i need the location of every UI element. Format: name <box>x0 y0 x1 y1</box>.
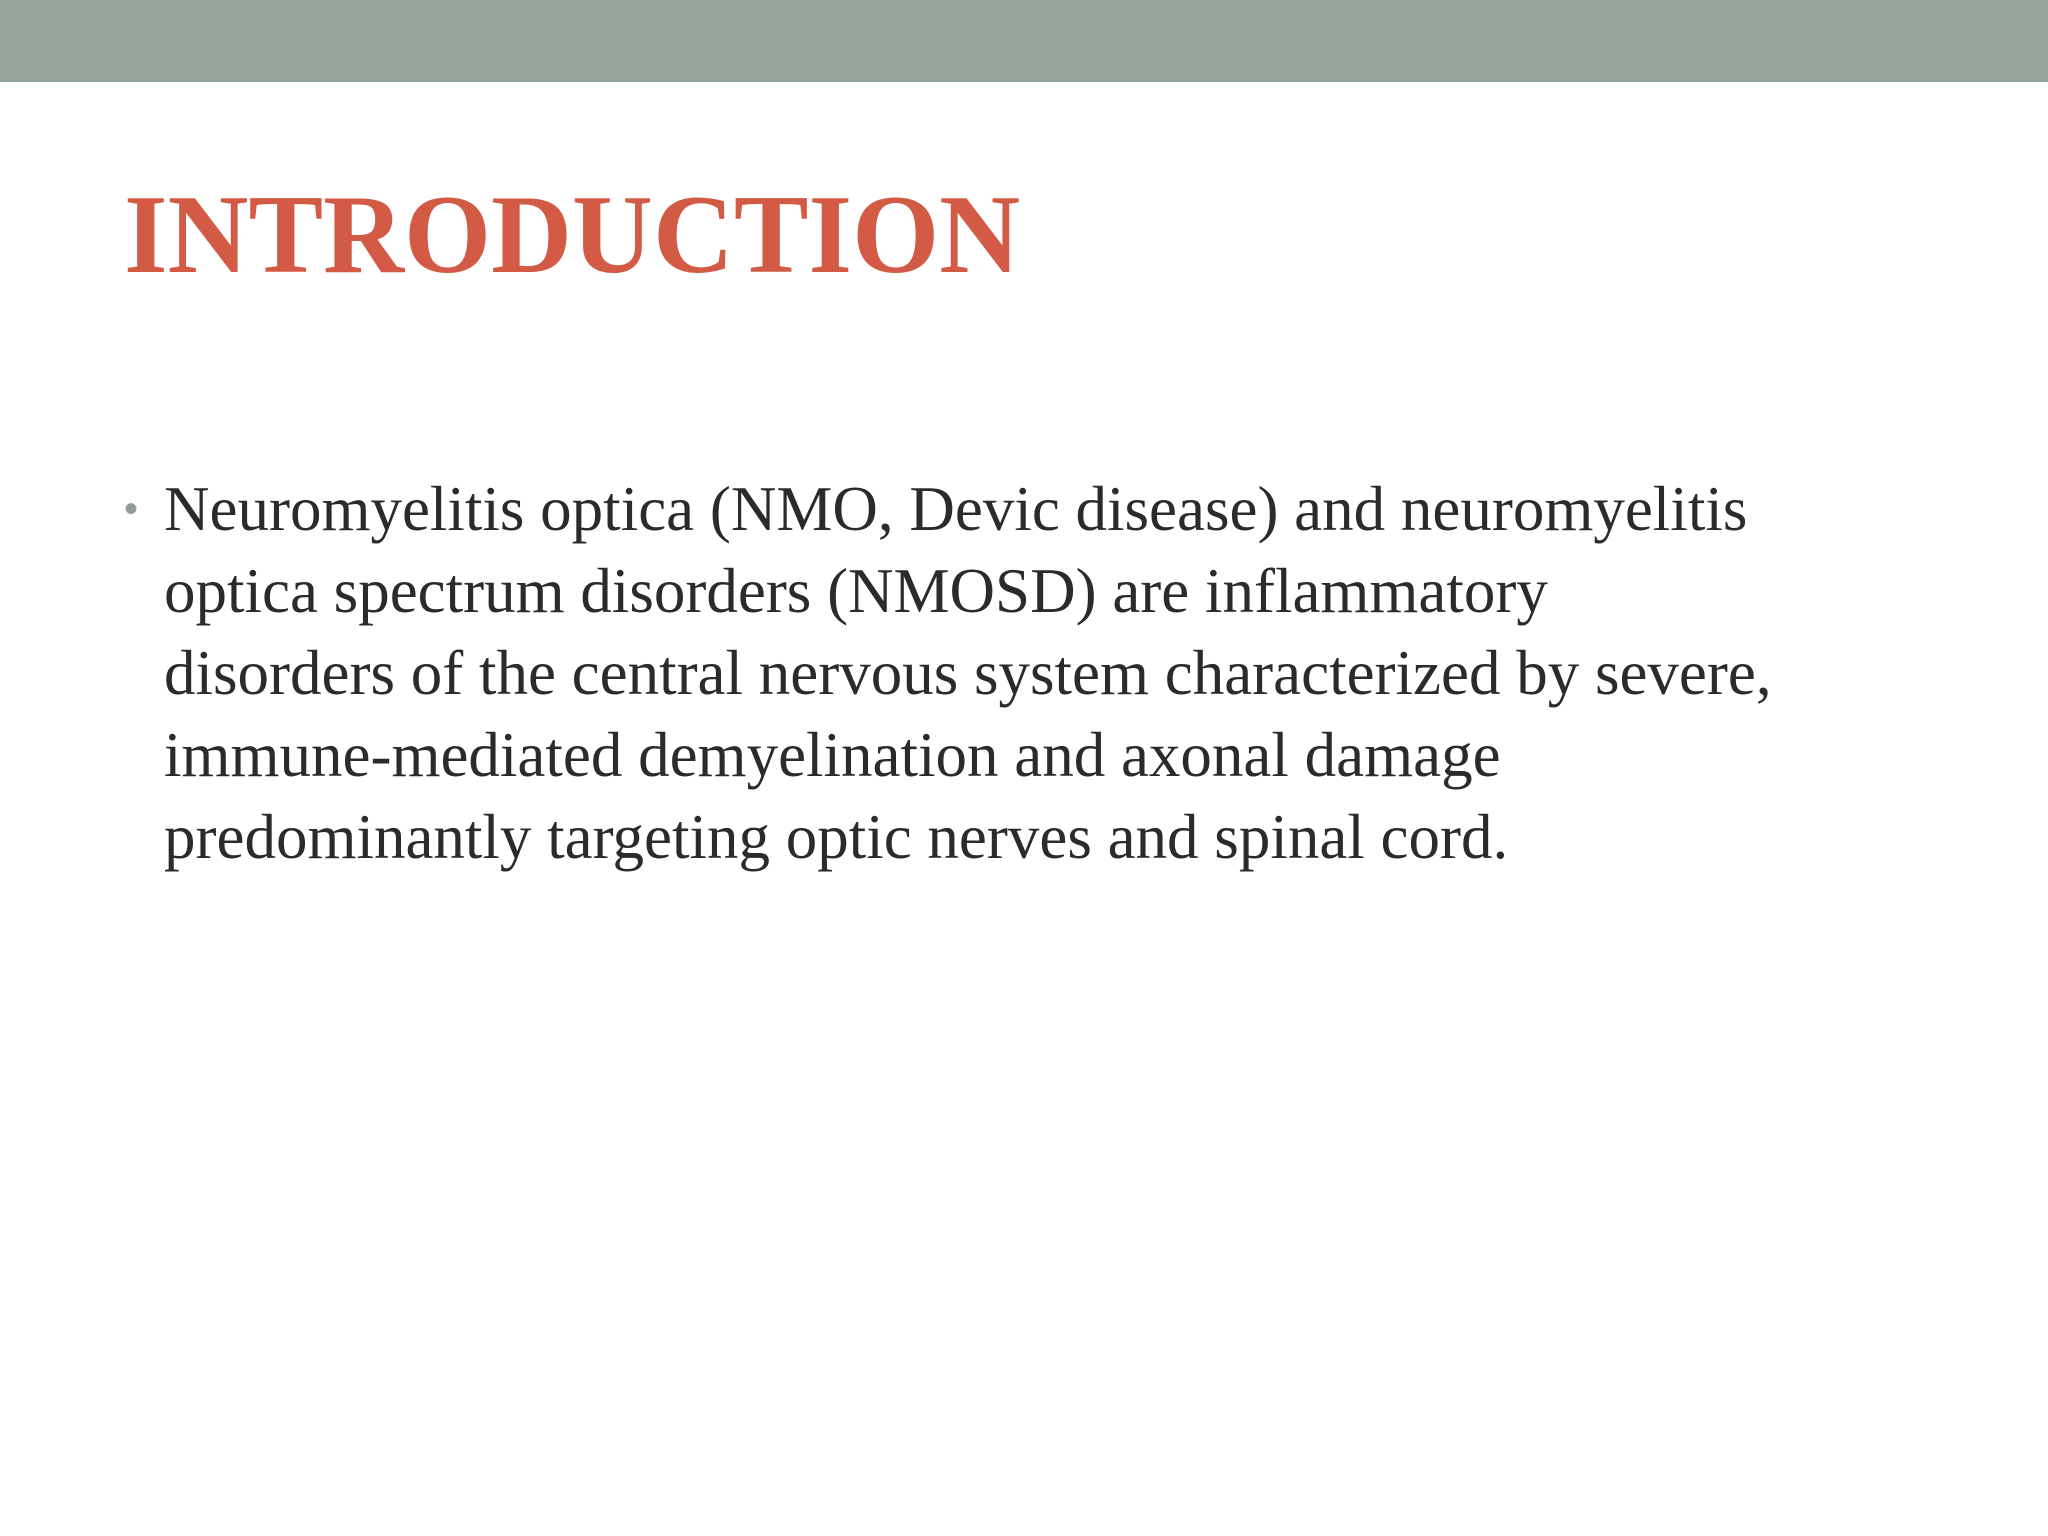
slide-title: INTRODUCTION <box>124 173 1021 297</box>
bullet-text-line: disorders of the central nervous system characterized by severe, <box>164 638 1772 708</box>
bullet-list <box>124 468 1984 878</box>
bullet-text-line: optica spectrum disorders (NMOSD) are inflammatory <box>164 556 1548 626</box>
bullet-text-line: immune-mediated demyelination and axonal damage <box>164 720 1501 790</box>
top-accent-band <box>0 0 2048 82</box>
bullet-text-line: predominantly targeting optic nerves and spinal cord. <box>164 802 1509 872</box>
bullet-item <box>124 468 1984 878</box>
bullet-dot-icon: • <box>124 487 139 531</box>
bullet-text-line: Neuromyelitis optica (NMO, Devic disease) and neuromyelitis <box>164 474 1748 544</box>
